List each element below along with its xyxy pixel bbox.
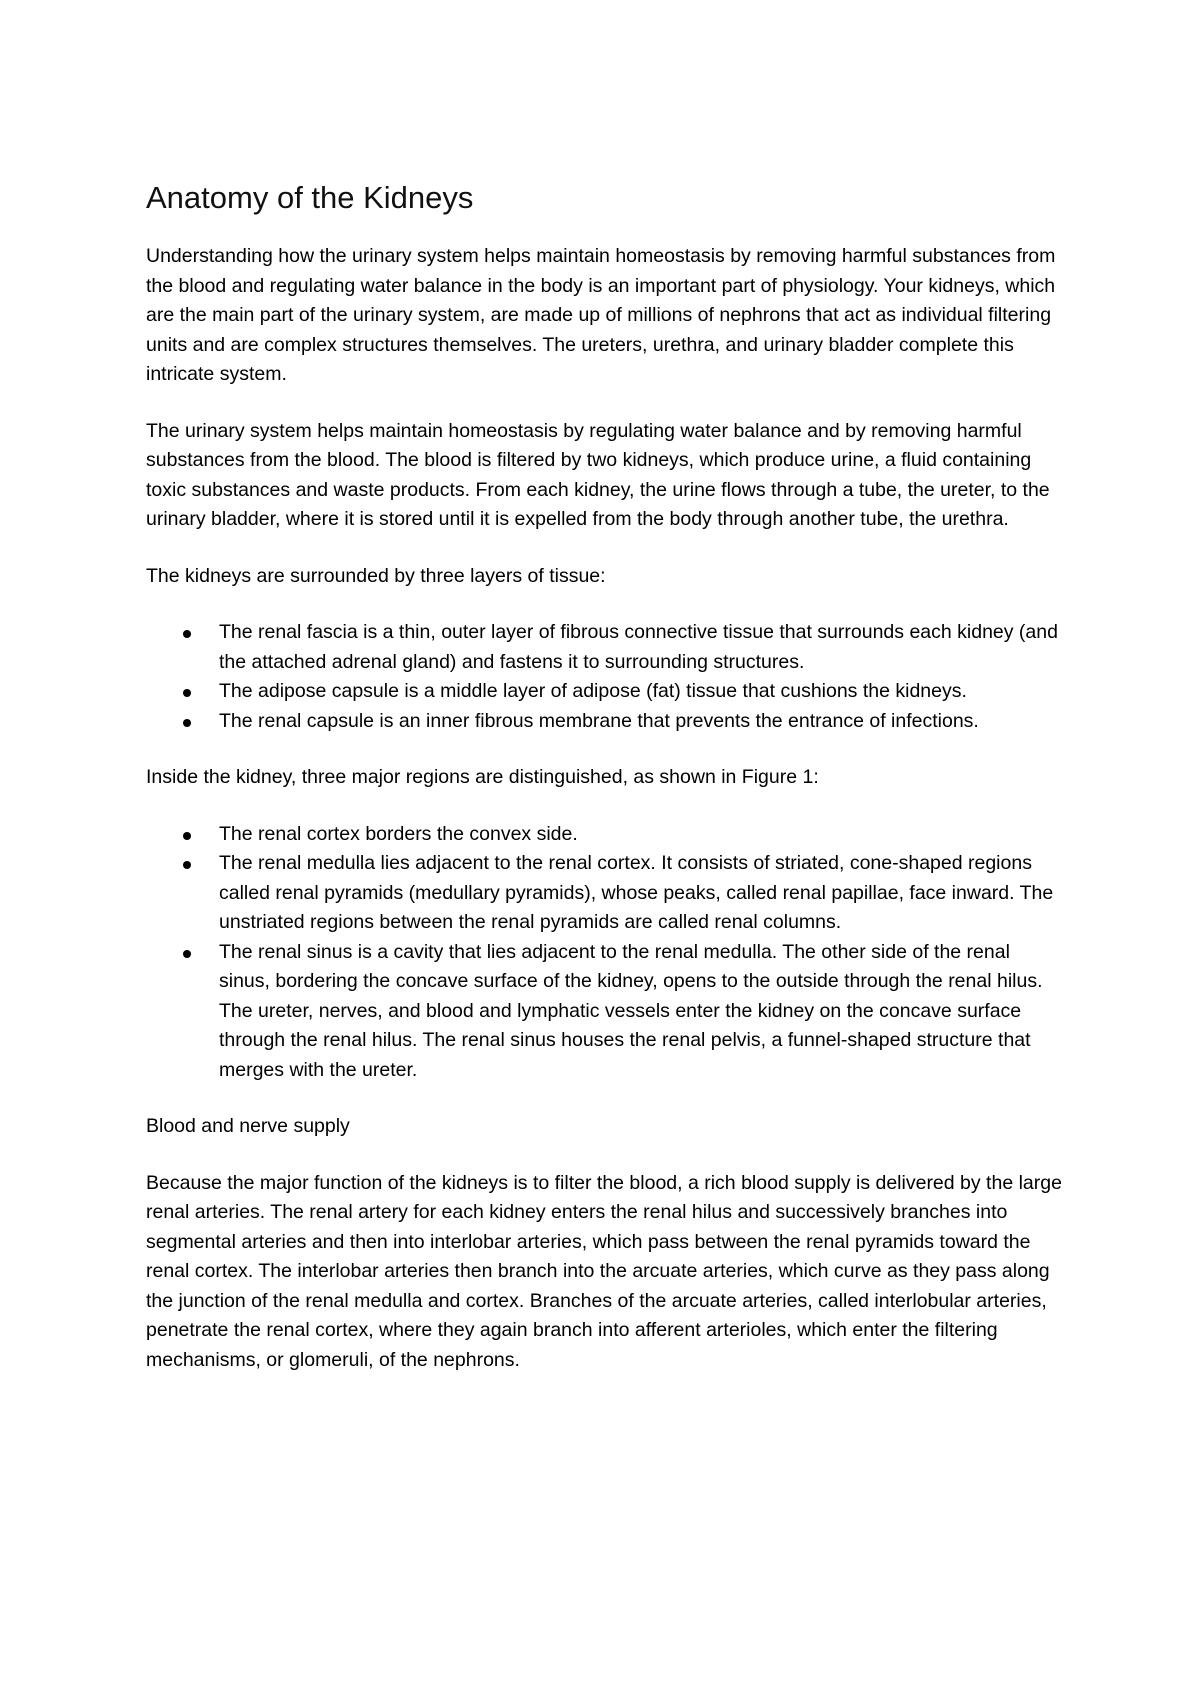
tissue-layers-list [146,618,1066,736]
list-item-text: The adipose capsule is a middle layer of adipose (fat) tissue that cushions the kidneys. [219,680,967,702]
section-subheading: Blood and nerve supply [146,1115,350,1137]
regions-intro-paragraph: Inside the kidney, three major regions are distinguished, as shown in Figure 1: [146,766,819,788]
bullet-icon [183,832,191,840]
list-item-text: The renal cortex borders the convex side. [219,822,578,845]
kidney-regions-list [146,820,1066,1086]
list-item [219,938,1066,1086]
bullet-icon [183,719,191,727]
list-item-text: The renal capsule is an inner fibrous membrane that prevents the entrance of infections. [219,709,979,732]
document-page [146,178,1066,1402]
intro-paragraph: Understanding how the urinary system helps maintain homeostasis by removing harmful substances from the blood and regulating water balance in the body is an important part of physiology. Your kidneys, which are the main part of the urinary system, are made up of millions of nephrons that act as individual filtering units and are complex structures themselves. The ureters, urethra, and urinary bladder complete this intricate system. [146,245,1056,385]
page-title: Anatomy of the Kidneys [146,180,474,215]
blood-supply-paragraph: Because the major function of the kidneys is to filter the blood, a rich blood supply is delivered by the large renal arteries. The renal artery for each kidney enters the renal hilus and successively branches into segmental arteries and then into interlobar arteries, which pass between the renal pyramids toward the renal cortex. The interlobar arteries then branch into the arcuate arteries, which curve as they pass along the junction of the renal medulla and cortex. Branches of the arcuate arteries, called interlobular arteries, penetrate the renal cortex, where they again branch into afferent arterioles, which enter the filtering mechanisms, or glomeruli, of the nephrons. [146,1171,1062,1371]
list-item [219,820,1066,850]
bullet-icon [183,689,191,697]
layers-intro-paragraph: The kidneys are surrounded by three layers of tissue: [146,564,606,587]
bullet-icon [183,950,191,958]
bullet-icon [183,630,191,638]
urinary-system-paragraph: The urinary system helps maintain homeostasis by regulating water balance and by removing harmful substances from the blood. The blood is filtered by two kidneys, which produce urine, a fluid containing toxic substances and waste products. From each kidney, the urine flows through a tube, the ureter, to the urinary bladder, where it is stored until it is expelled from the body through another tube, the urethra. [146,419,1050,530]
list-item-text: The renal sinus is a cavity that lies adjacent to the renal medulla. The other side of the renal sinus, bordering the concave surface of the kidney, opens to the outside through the renal hilus. The ureter, nerves, and blood and lymphatic vessels enter the kidney on the concave surface through the renal hilus. The renal sinus houses the renal pelvis, a funnel-shaped structure that merges with the ureter. [219,940,1043,1081]
list-item [219,618,1066,677]
list-item [219,849,1066,938]
list-item [219,677,1066,707]
list-item-text: The renal fascia is a thin, outer layer of fibrous connective tissue that surrounds each kidney (and the attached adrenal gland) and fastens it to surrounding structures. [219,621,1058,673]
list-item [219,707,1066,737]
list-item-text: The renal medulla lies adjacent to the renal cortex. It consists of striated, cone-shaped regions called renal pyramids (medullary pyramids), whose peaks, called renal papillae, face inward. The unstriated regions between the renal pyramids are called renal columns. [219,852,1054,933]
bullet-icon [183,861,191,869]
